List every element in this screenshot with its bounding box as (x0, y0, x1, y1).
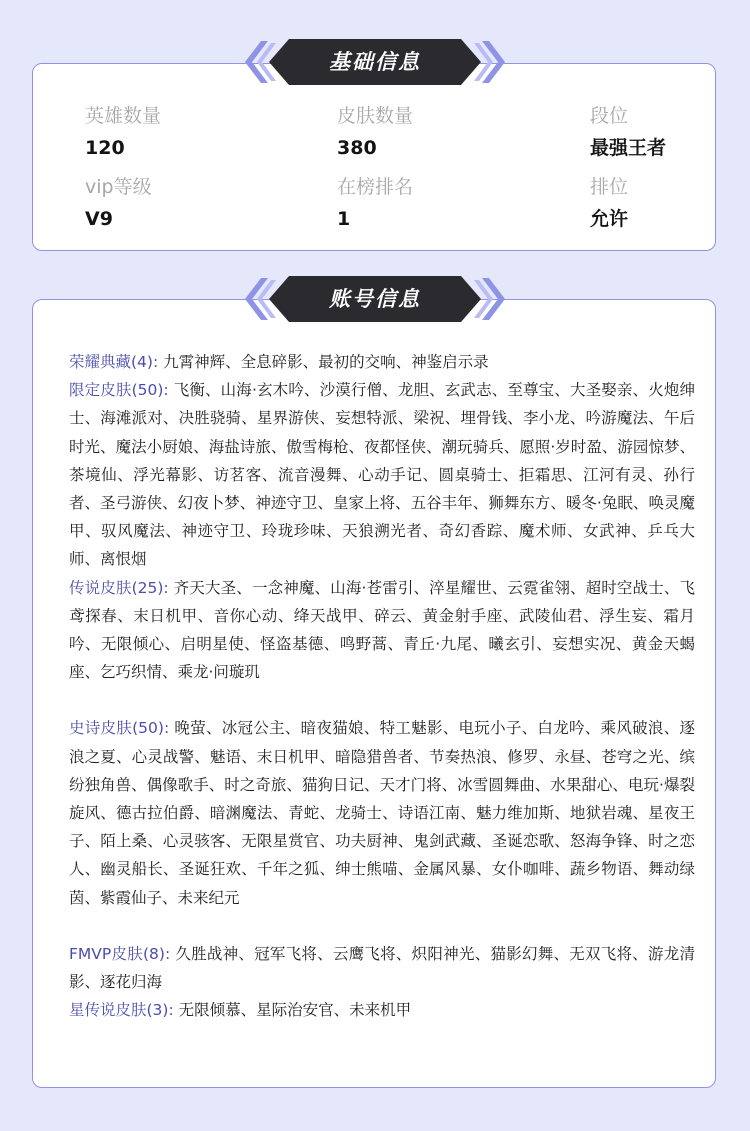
stat-value: 1 (337, 208, 351, 230)
basic-info-title: 基础信息 (329, 50, 421, 74)
section-key: 限定皮肤(50): (69, 381, 169, 400)
stat-value: 120 (85, 137, 125, 159)
section-key: 史诗皮肤(50): (69, 719, 170, 738)
stat-ranked-allowed (590, 175, 628, 231)
stat-leaderboard-rank (337, 175, 413, 231)
stat-value: 380 (337, 137, 377, 159)
stat-label: 排位 (590, 176, 629, 198)
section-spacer (69, 686, 695, 714)
section-key: 荣耀典藏(4): (69, 353, 159, 371)
stat-vip-level (85, 175, 152, 231)
section-value: 无限倾慕、星际治安官、未来机甲 (178, 1001, 412, 1020)
section-star-legend-skins (69, 996, 695, 1024)
stat-label: 段位 (590, 105, 629, 127)
section-key: 传说皮肤(25): (69, 578, 169, 597)
section-fmvp-skins (69, 940, 695, 996)
stat-skin-count (337, 104, 413, 160)
section-value: 晚萤、冰冠公主、暗夜猫娘、特工魅影、电玩小子、白龙吟、乘风破浪、逐浪之夏、心灵战警、魅语、末日机甲、暗隐猎兽者、节奏热浪、修罗、永昼、苍穹之光、缤纷独角兽、偶像歌手、时之奇旅、猫狗日记、天才门将、冰雪圆舞曲、水果甜心、电玩·爆裂旋风、德古拉伯爵、暗渊魔法、青蛇、龙骑士、诗语江南、魅力维加斯、地狱岩魂、星夜王子、陌上桑、心灵骇客、无限星赏官、功夫厨神、鬼剑武藏、圣诞恋歌、怒海争锋、时之恋人、幽灵船长、圣诞狂欢、千年之狐、绅士熊喵、金属风暴、女仆咖啡、蔬乡物语、舞动绿茵、紫霞仙子、未来纪元 (69, 719, 695, 907)
stat-label: vip等级 (85, 176, 152, 198)
account-skin-list (69, 348, 695, 1024)
account-info-title: 账号信息 (329, 287, 421, 311)
section-value: 齐天大圣、一念神魔、山海·苍雷引、淬星耀世、云霓雀翎、超时空战士、飞鸢探春、末日机甲、音你心动、绛天战甲、碎云、黄金射手座、武陵仙君、浮生妄、霜月吟、无限倾心、启明星使、怪盗基德、鸣野蒿、青丘·九尾、曦玄引、妄想实况、黄金天蝎座、乞巧织情、乘龙·问璇玑 (69, 578, 695, 682)
stat-value: 最强王者 (590, 137, 667, 159)
section-value: 飞衡、山海·玄木吟、沙漠行僧、龙胆、玄武志、至尊宝、大圣娶亲、火炮绅士、海滩派对、决胜骁骑、星界游侠、妄想特派、梁祝、埋骨钱、李小龙、吟游魔法、午后时光、魔法小厨娘、海盐诗旅、傲雪梅枪、夜都怪侠、潮玩骑兵、愿照·岁时盈、游园惊梦、茶境仙、浮光幕影、访茗客、流音漫舞、心动手记、圆桌骑士、拒霜思、江河有灵、孙行者、圣弓游侠、幻夜卜梦、神迹守卫、皇家上将、五谷丰年、狮舞东方、暖冬·兔眠、唤灵魔甲、驭风魔法、神迹守卫、玲珑珍味、天狼溯光者、奇幻香踪、魔术师、女武神、乒乓大师、离恨烟 (69, 381, 695, 569)
basic-info-card (32, 63, 716, 251)
section-value: 久胜战神、冠军飞将、云鹰飞将、炽阳神光、猫影幻舞、无双飞将、游龙清影、逐花归海 (69, 944, 695, 992)
section-legendary-skins (69, 574, 695, 687)
stat-value: V9 (85, 208, 113, 230)
stat-hero-count (85, 104, 161, 160)
stat-value: 允许 (590, 208, 629, 230)
section-glory-collection (69, 348, 695, 376)
section-value: 九霄神辉、全息碎影、最初的交响、神鉴启示录 (163, 353, 489, 371)
account-info-banner (245, 274, 505, 324)
basic-info-banner (245, 37, 505, 87)
section-limited-skins (69, 376, 695, 573)
stat-label: 皮肤数量 (337, 105, 414, 127)
section-epic-skins (69, 714, 695, 911)
stat-label: 在榜排名 (337, 176, 414, 198)
stat-label: 英雄数量 (85, 105, 162, 127)
stat-rank-tier (590, 104, 666, 160)
section-key: FMVP皮肤(8): (69, 944, 171, 963)
section-key: 星传说皮肤(3): (69, 1001, 174, 1020)
section-spacer (69, 912, 695, 940)
account-info-card (32, 299, 716, 1088)
